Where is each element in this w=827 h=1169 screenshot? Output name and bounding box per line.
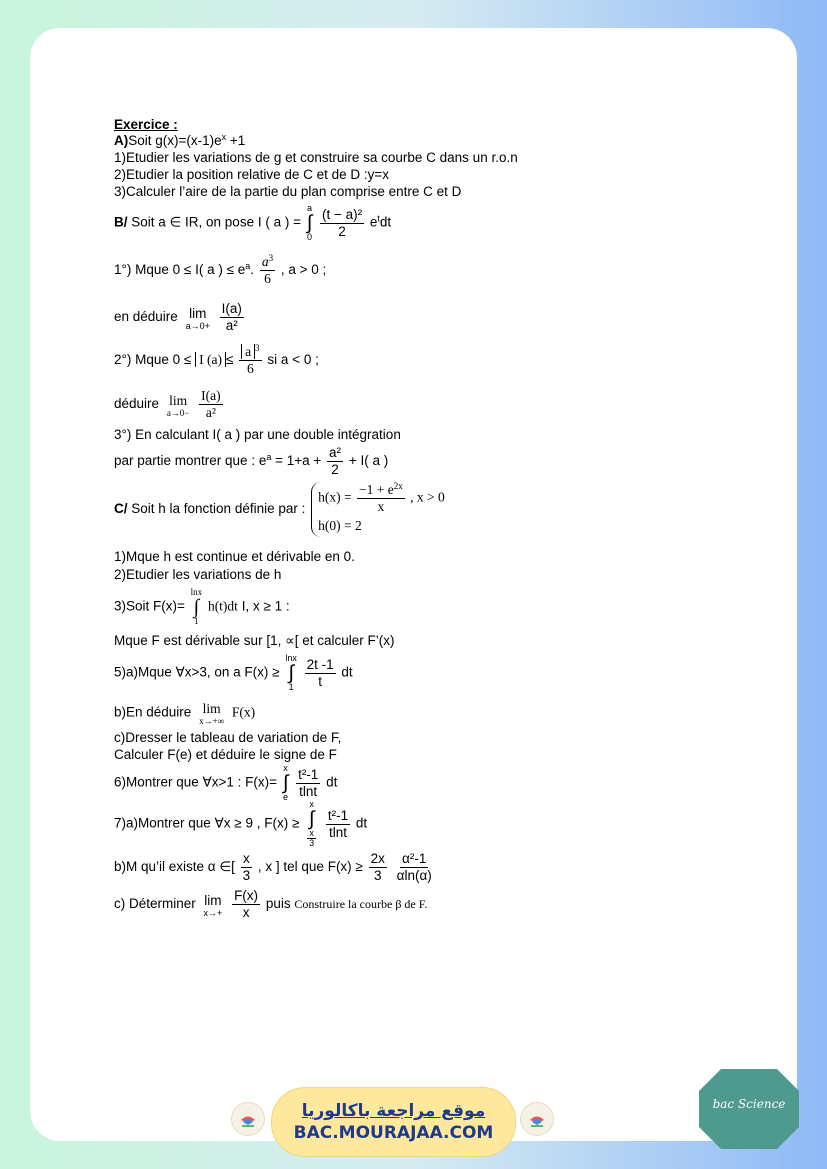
limit: lim x→+∞ xyxy=(199,701,225,726)
part-a-label: A) xyxy=(114,133,129,148)
badge-label: bac Science xyxy=(712,1097,786,1111)
site-logo-icon xyxy=(231,1102,265,1136)
fraction: $\frac{I(a)}{\text{a²}}$ xyxy=(221,301,242,333)
integral-symbol: lnx ∫ 1 xyxy=(285,653,297,692)
integral-symbol: x ∫ e xyxy=(282,763,289,802)
integral-symbol: a ∫ 0 xyxy=(306,203,313,242)
part-c-q7a: 7)a)Montrer que ∀x ≥ 9 , F(x) ≥ x ∫ $\frac{x}{3}$ $\frac{\text{t²-1}}{tlnt}$ dt xyxy=(114,799,368,848)
bac-science-badge xyxy=(697,1067,801,1151)
site-url: BAC.MOURAJAA.COM xyxy=(293,1123,494,1143)
part-c-q6: 6)Montrer que ∀x>1 : F(x)= x ∫ e $\frac{\text{t²-1}}{tlnt}$ dt xyxy=(114,763,338,802)
part-c-q5c-line2: Calculer F(e) et déduire le signe de F xyxy=(114,747,337,762)
part-c-q3: 3)Soit F(x)= lnx ∫ 1 h(t)dt I, x ≥ 1 : xyxy=(114,587,290,626)
part-b-q2b: déduire lim a→0− $\frac{I(a)}{\text{a²}}$ xyxy=(114,388,221,420)
fraction: $\frac{F(x)}{x}$ xyxy=(234,888,259,920)
part-b-q1: 1°) Mque 0 ≤ I( a ) ≤ $e^a$. $\frac{a^3}{6}$ , a > 0 ; xyxy=(114,253,327,286)
part-c-q7c: c) Déterminer lim x→+ $\frac{F(x)}{x}$ puis Construire la courbe β de F. xyxy=(114,888,428,920)
part-b-intro: B/ Soit a ∈ IR, on pose I ( a ) = a ∫ 0 $\frac{\text{(t − a)²}}{2}$ $e^tdt$ xyxy=(114,203,392,242)
site-logo-icon xyxy=(520,1102,554,1136)
limit: lim a→0− xyxy=(166,392,190,418)
limit: lim a→0+ xyxy=(185,305,210,331)
part-c-q1: 1)Mque h est continue et dérivable en 0. xyxy=(114,549,355,564)
integral-symbol: lnx ∫ 1 xyxy=(190,587,203,626)
site-name-arabic: موقع مراجعة باكالوريا xyxy=(301,1101,486,1121)
integral-symbol: x ∫ $\frac{x}{3}$ xyxy=(308,799,315,848)
part-b-q3-line2: par partie montrer que : $e^a = 1+a$ + $\frac{\text{a²}}{2}$ + I( a ) xyxy=(114,445,389,477)
fraction: $\frac{\text{α²-1}}{\alpha\ln(\alpha)}$ xyxy=(396,851,432,883)
part-c-q5a: 5)a)Mque ∀x>3, on a F(x) ≥ lnx ∫ 1 $\frac{2t -1}{t}$ dt xyxy=(114,653,353,692)
part-b-q1b: en déduire lim a→0+ $\frac{I(a)}{\text{a²}}$ xyxy=(114,301,242,333)
fraction: $\frac{\text{a²}}{2}$ xyxy=(329,445,342,477)
part-c-label: C/ xyxy=(114,501,128,517)
part-b-label: B/ xyxy=(114,214,128,230)
limit: lim x→+ xyxy=(203,892,223,918)
fraction: $\frac{-1 + e^{2x}}{x}$ xyxy=(359,481,403,514)
part-c-q5c-line1: c)Dresser le tableau de variation de F, xyxy=(114,730,342,745)
fraction: $\frac{\text{t²-1}}{tlnt}$ xyxy=(327,807,349,840)
part-c-q2: 2)Etudier les variations de h xyxy=(114,567,282,582)
part-c-q4: Mque F est dérivable sur [1, ∝[ et calculer F’(x) xyxy=(114,633,395,648)
part-a-q2: 2)Etudier la position relative de C et de D :y=x xyxy=(114,167,390,182)
fraction: $\frac{2t -1}{t}$ xyxy=(306,656,334,689)
fraction: $\frac{I(a)}{\text{a²}}$ xyxy=(201,388,221,420)
part-c-q5b: b)En déduire lim x→+∞ F(x) xyxy=(114,701,256,726)
fraction: $\frac{2x}{3}$ xyxy=(370,851,385,883)
site-banner-link[interactable] xyxy=(271,1087,516,1157)
exercise-title: Exercice : xyxy=(114,117,178,132)
fraction: $\frac{x}{3}$ xyxy=(242,851,251,883)
part-b-q3-line1: 3°) En calculant I( a ) par une double intégration xyxy=(114,427,401,442)
part-a-intro: A)Soit $g(x)=(x-1)e^x +1$ xyxy=(114,132,246,148)
part-c-intro: C/ Soit h la fonction définie par : h(x) = $\frac{-1 + e^{2x}}{x}$ , x > 0 h(0) = 2 xyxy=(114,482,445,537)
fraction: $\frac{\text{t²-1}}{tlnt}$ xyxy=(298,766,319,799)
part-b-q2: 2°) Mque 0 ≤ I (a) ≤ $\frac{a ^3}{6}$ si a < 0 ; xyxy=(114,343,319,376)
piecewise-definition: h(x) = $\frac{-1 + e^{2x}}{x}$ , x > 0 h(0) = 2 xyxy=(311,482,445,537)
part-c-q7b: b)M qu’il existe α ∈[ $\frac{x}{3}$ , x ] tel que F(x) ≥ $\frac{2x}{3}$ $\frac{\text{α²-1}}{\alpha\ln(\alpha)}$ xyxy=(114,851,432,883)
fraction: $\frac{\text{(t − a)²}}{2}$ xyxy=(321,206,363,239)
fraction: $\frac{a ^3}{6}$ xyxy=(239,344,262,377)
fraction: $\frac{a^3}{6}$ xyxy=(261,253,274,286)
part-a-q3: 3)Calculer l’aire de la partie du plan comprise entre C et D xyxy=(114,184,462,199)
part-a-q1: 1)Etudier les variations de g et construire sa courbe C dans un r.o.n xyxy=(114,150,518,165)
